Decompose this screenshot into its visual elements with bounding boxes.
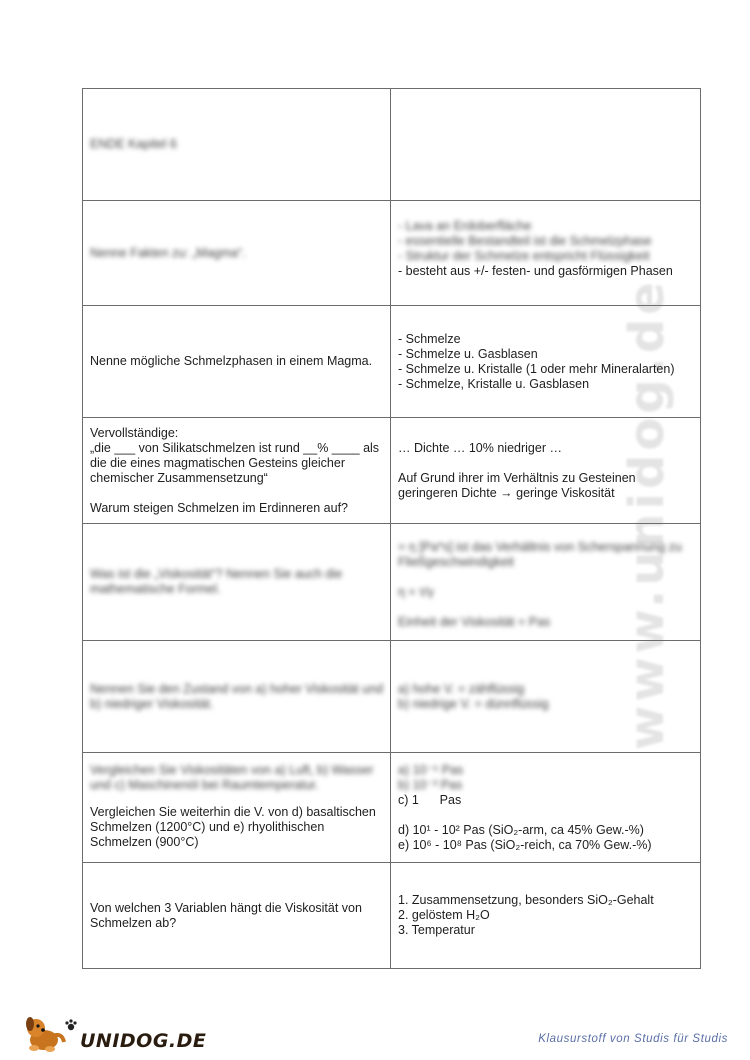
answer-line: - Schmelze u. Gasblasen	[398, 346, 538, 361]
answer-line: d) 10¹ - 10² Pas (SiO₂-arm, ca 45% Gew.-%)	[398, 823, 644, 837]
question-line: Vergleichen Sie weiterhin die V. von d) basaltischen	[90, 805, 376, 819]
question-line: Nennen Sie den Zustand von a) hoher Viskosität und	[90, 681, 384, 696]
question-line: Schmelzen (1200°C) und e) rhyolithischen	[90, 820, 325, 834]
answer-line: e) 10⁶ - 10⁸ Pas (SiO₂-reich, ca 70% Gew.-%)	[398, 838, 652, 852]
spacer	[90, 486, 383, 501]
answer-line: … Dichte … 10% niedriger …	[398, 440, 562, 455]
question-line: Vervollständige:	[90, 425, 179, 440]
footer-tagline: Klausurstoff von Studis für Studis	[538, 1033, 728, 1045]
question-cell	[83, 418, 391, 524]
logo-text: UNIDOG.DE	[80, 1030, 207, 1052]
flashcard-table	[82, 88, 701, 969]
question-line: mathematische Formel.	[90, 582, 221, 596]
card-row	[83, 201, 701, 306]
answer-line: - Schmelze	[398, 331, 461, 346]
card-row	[83, 418, 701, 524]
answer-line: - Schmelze, Kristalle u. Gasblasen	[398, 376, 590, 391]
question-cell	[83, 201, 391, 306]
spacer	[398, 570, 693, 585]
answer-cell	[391, 201, 701, 306]
answer-cell	[391, 524, 701, 641]
answer-line: - besteht aus +/- festen- und gasförmigen Phasen	[398, 264, 673, 278]
answer-cell	[391, 89, 701, 201]
question-line: Was ist die „Viskosität“? Nennen Sie auch die	[90, 567, 343, 581]
card-row	[83, 753, 701, 863]
answer-line: Einheit der Viskosität = Pas	[398, 615, 551, 629]
question-line: und c) Maschinenöl bei Raumtemperatur.	[90, 778, 319, 792]
paw-icon	[64, 1018, 78, 1032]
question-line: Vergleichen Sie Viskositäten von a) Luft, b) Wasser	[90, 763, 374, 777]
answer-line: - Lava an Erdoberfläche	[398, 219, 532, 233]
answer-line: Fließgeschwindigkeit	[398, 555, 515, 569]
answer-line: - essentielle Bestandteil ist die Schmelzphase	[398, 234, 652, 248]
answer-line: b) niedrige V. = dünnflüssig	[398, 696, 549, 711]
answer-cell	[391, 418, 701, 524]
answer-line: 2. gelöstem H₂O	[398, 908, 490, 922]
card-row	[83, 524, 701, 641]
answer-line: Auf Grund ihrer im Verhältnis zu Gesteinen	[398, 470, 636, 485]
question-cell	[83, 524, 391, 641]
spacer	[398, 808, 693, 823]
question-line: Nenne mögliche Schmelzphasen in einem Magma.	[90, 354, 373, 368]
question-line: b) niedriger Viskosität.	[90, 696, 214, 711]
question-cell	[83, 753, 391, 863]
question-line: Schmelzen ab?	[90, 915, 177, 930]
answer-line: - Schmelze u. Kristalle (1 oder mehr Mineralarten)	[398, 361, 675, 376]
card-row	[83, 89, 701, 201]
question-cell	[83, 863, 391, 969]
spacer	[398, 456, 693, 471]
answer-line: geringeren Dichte → geringe Viskosität	[398, 485, 615, 500]
card-row	[83, 641, 701, 753]
answer-line: a) hohe V. = zähflüssig	[398, 681, 525, 696]
question-line: ENDE Kapitel 6	[90, 137, 177, 151]
question-line: Warum steigen Schmelzen im Erdinneren auf?	[90, 500, 348, 515]
answer-line: c) 1 Pas	[398, 793, 462, 807]
question-cell	[83, 306, 391, 418]
answer-line: = η [Pa*s] ist das Verhältnis von Scherspannung zu	[398, 540, 682, 554]
spacer	[398, 600, 693, 615]
answer-line: a) 10⁻⁵ Pas	[398, 763, 464, 777]
question-line: „die ___ von Silikatschmelzen ist rund __% ____ als	[90, 440, 380, 455]
answer-cell	[391, 306, 701, 418]
card-row	[83, 863, 701, 969]
answer-cell	[391, 641, 701, 753]
answer-cell	[391, 863, 701, 969]
question-line: Von welchen 3 Variablen hängt die Viskosität von	[90, 900, 362, 915]
question-line: Schmelzen (900°C)	[90, 835, 199, 849]
question-line: die die eines magmatischen Gesteins gleicher	[90, 455, 345, 470]
question-line: chemischer Zusammensetzung“	[90, 470, 268, 485]
card-row	[83, 306, 701, 418]
answer-line: 1. Zusammensetzung, besonders SiO₂-Gehalt	[398, 893, 654, 907]
answer-line: b) 10⁻³ Pas	[398, 778, 463, 792]
unidog-logo[interactable]	[22, 1014, 207, 1054]
question-line: Nenne Fakten zu: „Magma“.	[90, 245, 246, 260]
question-cell	[83, 89, 391, 201]
answer-line: η = τ/γ	[398, 585, 434, 599]
question-cell	[83, 641, 391, 753]
answer-line: - Struktur der Schmelze entspricht Flüssigkeit	[398, 249, 650, 263]
answer-cell	[391, 753, 701, 863]
answer-line: 3. Temperatur	[398, 923, 475, 937]
watermark: www.unidog.de	[619, 278, 675, 750]
